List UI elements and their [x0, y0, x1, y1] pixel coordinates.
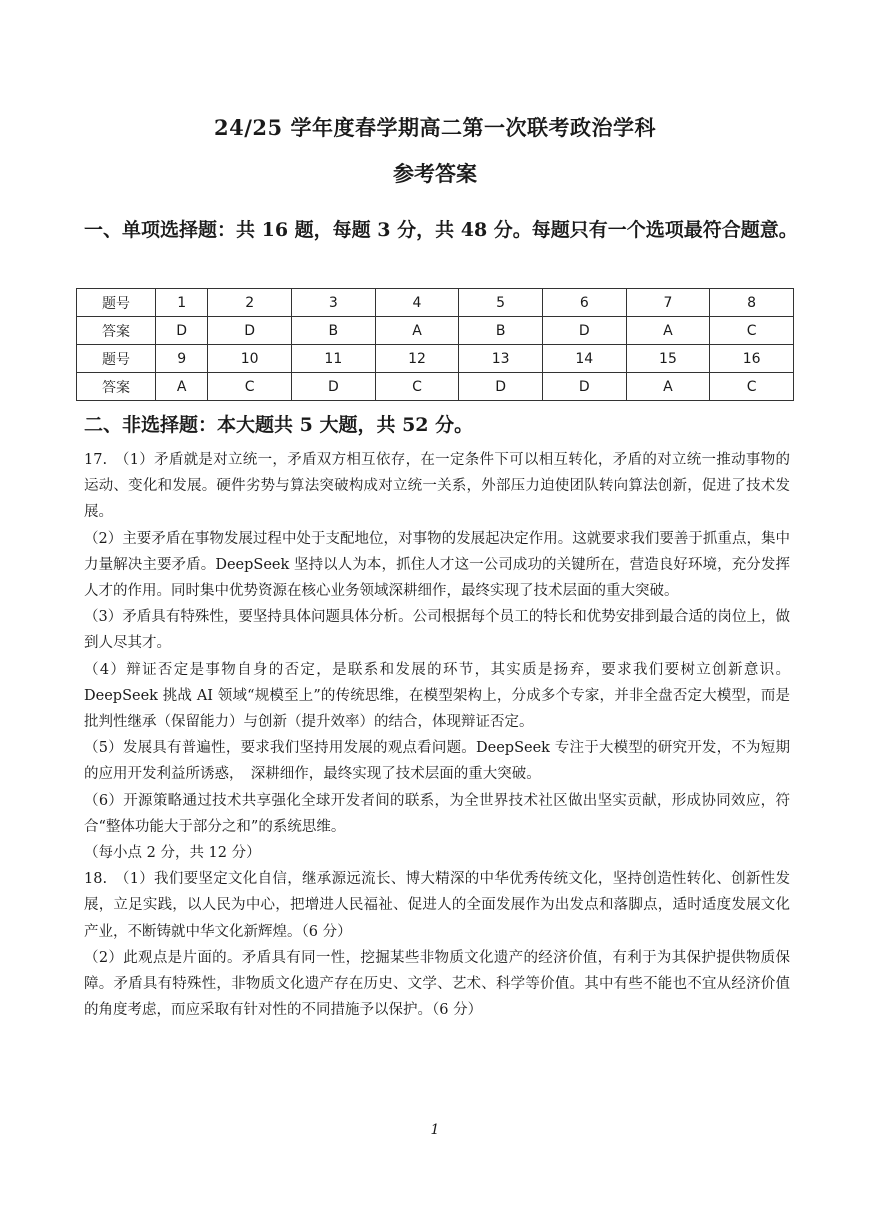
table-row — [77, 373, 794, 401]
table-cell: 15 — [626, 345, 710, 373]
table-row-header: 答案 — [77, 317, 156, 345]
q17-part3: （3）矛盾具有特殊性，要坚持具体问题具体分析。公司根据每个员工的特长和优势安排到最合适的岗位上，做到人尽其才。 — [84, 609, 790, 652]
table-cell: D — [459, 373, 543, 401]
q17-part1: 17. （1）矛盾就是对立统一，矛盾双方相互依存，在一定条件下可以相互转化，矛盾的对立统一推动事物的运动、变化和发展。硬件劣势与算法突破构成对立统一关系，外部压力迫使团队转向算法创新，促进了技术发展。 — [84, 452, 790, 521]
table-row-header: 答案 — [77, 373, 156, 401]
table-cell: 2 — [208, 289, 292, 317]
table-cell: D — [292, 373, 376, 401]
page-number: 1 — [430, 1122, 440, 1138]
q17-part4: （4）辩证否定是事物自身的否定，是联系和发展的环节，其实质是扬弃，要求我们要树立创新意识。DeepSeek 挑战 AI 领域“规模至上”的传统思维，在模型架构上，分成多个专家，并非全盘否定大模型，而是批判性继承（保留能力）与创新（提升效率）的结合，体现辩证否定。 — [84, 661, 790, 731]
q17-part2: （2）主要矛盾在事物发展过程中处于支配地位，对事物的发展起决定作用。这就要求我们要善于抓重点，集中力量解决主要矛盾。DeepSeek 坚持以人为本，抓住人才这一公司成功的关键所在，营造良好环境，充分发挥人才的作用。同时集中优势资源在核心业务领域深耕细作，最终实现了技术层面的重大突破。 — [84, 530, 790, 600]
table-cell: A — [375, 317, 459, 345]
table-cell: 16 — [710, 345, 794, 373]
document-subtitle: 参考答案 — [393, 161, 477, 186]
table-row — [77, 345, 794, 373]
table-cell: 1 — [156, 289, 208, 317]
table-cell: D — [208, 317, 292, 345]
table-cell: A — [626, 373, 710, 401]
table-cell: 10 — [208, 345, 292, 373]
table-cell: 8 — [710, 289, 794, 317]
table-cell: 13 — [459, 345, 543, 373]
table-cell: A — [626, 317, 710, 345]
table-cell: 4 — [375, 289, 459, 317]
q17-scoring-note: （每小点 2 分，共 12 分） — [84, 845, 261, 862]
answer-body — [84, 447, 790, 1023]
answer-table — [76, 288, 794, 401]
table-cell: C — [710, 317, 794, 345]
table-row-header: 题号 — [77, 345, 156, 373]
table-cell: D — [542, 317, 626, 345]
table-cell: 5 — [459, 289, 543, 317]
table-cell: C — [208, 373, 292, 401]
table-cell: 7 — [626, 289, 710, 317]
table-row — [77, 317, 794, 345]
table-cell: A — [156, 373, 208, 401]
q17-part6: （6）开源策略通过技术共享强化全球开发者间的联系，为全世界技术社区做出坚实贡献，形成协同效应，符合“整体功能大于部分之和”的系统思维。 — [84, 792, 790, 835]
table-cell: 11 — [292, 345, 376, 373]
table-cell: B — [292, 317, 376, 345]
table-cell: 6 — [542, 289, 626, 317]
table-cell: 14 — [542, 345, 626, 373]
table-cell: C — [710, 373, 794, 401]
table-row-header: 题号 — [77, 289, 156, 317]
section-2-heading: 二、非选择题：本大题共 5 大题，共 52 分。 — [84, 414, 474, 436]
table-cell: 12 — [375, 345, 459, 373]
table-row — [77, 289, 794, 317]
section-1-heading: 一、单项选择题：共 16 题，每题 3 分，共 48 分。每题只有一个选项最符合题意。 — [84, 219, 798, 241]
table-cell: C — [375, 373, 459, 401]
table-cell: 9 — [156, 345, 208, 373]
table-cell: D — [542, 373, 626, 401]
table-cell: B — [459, 317, 543, 345]
q18-part1: 18. （1）我们要坚定文化自信，继承源远流长、博大精深的中华优秀传统文化，坚持创造性转化、创新性发展，立足实践，以人民为中心，把增进人民福祉、促进人的全面发展作为出发点和落脚点，适时适度发展文化产业，不断铸就中华文化新辉煌。（6 分） — [84, 871, 790, 940]
document-title: 24/25 学年度春学期高二第一次联考政治学科 — [214, 115, 656, 140]
q18-part2: （2）此观点是片面的。矛盾具有同一性，挖掘某些非物质文化遗产的经济价值，有利于为其保护提供物质保障。矛盾具有特殊性，非物质文化遗产存在历史、文学、艺术、科学等价值。其中有些不能也不宜从经济价值的角度考虑，而应采取有针对性的不同措施予以保护。（6 分） — [84, 949, 790, 1019]
table-cell: D — [156, 317, 208, 345]
table-cell: 3 — [292, 289, 376, 317]
q17-part5: （5）发展具有普遍性，要求我们坚持用发展的观点看问题。DeepSeek 专注于大模型的研究开发，不为短期的应用开发利益所诱惑， 深耕细作，最终实现了技术层面的重大突破。 — [84, 740, 790, 783]
